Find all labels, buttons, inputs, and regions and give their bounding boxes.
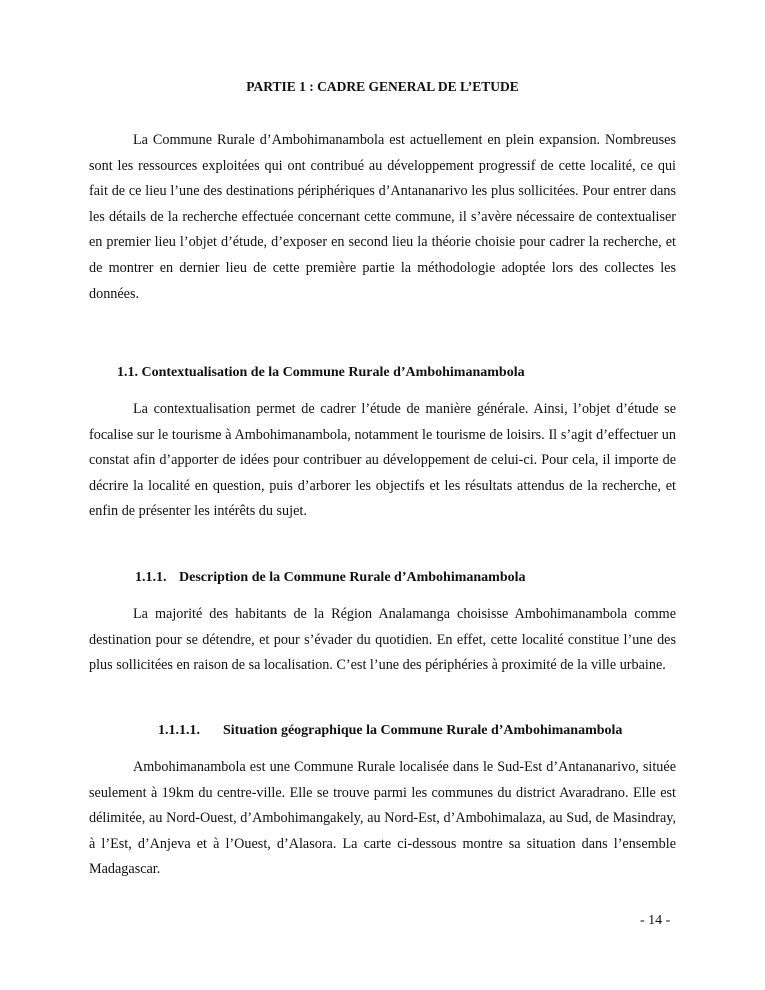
section-1-1-1-1-paragraph: Ambohimanambola est une Commune Rurale localisée dans le Sud-Est d’Antananarivo, située seulement à 19km du centre-ville. Elle se trouve parmi les communes du district Avaradrano. Elle est délimitée, au Nord-Ouest, d’Ambohimangakely, au Nord-Est, d’Ambohimalaza, au Sud, de Masindray, à l’Est, d’Anjeva et à l’Ouest, d’Alasora. La carte ci-dessous montre sa situation dans l’ensemble Madagascar.: [89, 759, 676, 878]
section-1-1-1-1-heading: [158, 723, 622, 739]
page-number: - 14 -: [640, 913, 671, 928]
section-1-1-1-heading: [135, 570, 526, 586]
section-1-1-1-paragraph: La majorité des habitants de la Région Analamanga choisisse Ambohimanambola comme destination pour se détendre, et pour s’évader du quotidien. En effet, cette localité constitue l’une des plus sollicitées en raison de sa localisation. C’est l’une des périphéries à proximité de la ville urbaine.: [89, 606, 676, 674]
section-1-1-1-1-title: Situation géographique la Commune Rurale d’Ambohimanambola: [223, 723, 623, 738]
section-1-1-paragraph: La contextualisation permet de cadrer l’étude de manière générale. Ainsi, l’objet d’étude se focalise sur le tourisme à Ambohimanambola, notamment le tourisme de loisirs. Il s’agit d’effectuer un constat afin d’apporter de idées pour contribuer au développement de celui-ci. Pour cela, il importe de décrire la localité en question, puis d’arborer les objectifs et les résultats attendus de la recherche, et enfin de présenter les intérêts du sujet.: [89, 401, 676, 520]
section-1-1-1-1-number: 1.1.1.1.: [158, 723, 200, 738]
page-title: PARTIE 1 : CADRE GENERAL DE L’ETUDE: [246, 79, 519, 94]
section-1-1-1-number: 1.1.1.: [135, 570, 167, 585]
section-1-1-1-title: Description de la Commune Rurale d’Ambohimanambola: [179, 570, 526, 585]
intro-paragraph: La Commune Rurale d’Ambohimanambola est actuellement en plein expansion. Nombreuses sont les ressources exploitées qui ont contribué au développement progressif de cette localité, ce qui fait de ce lieu l’une des destinations périphériques d’Antananarivo les plus sollicitées. Pour entrer dans les détails de la recherche effectuée concernant cette commune, il s’avère nécessaire de contextualiser en premier lieu l’objet d’étude, d’exposer en second lieu la théorie choisie pour cadrer la recherche, et de montrer en dernier lieu de cette première partie la méthodologie adoptée lors des collectes les données.: [89, 132, 676, 302]
section-1-1-heading: 1.1. Contextualisation de la Commune Rurale d’Ambohimanambola: [117, 365, 525, 380]
